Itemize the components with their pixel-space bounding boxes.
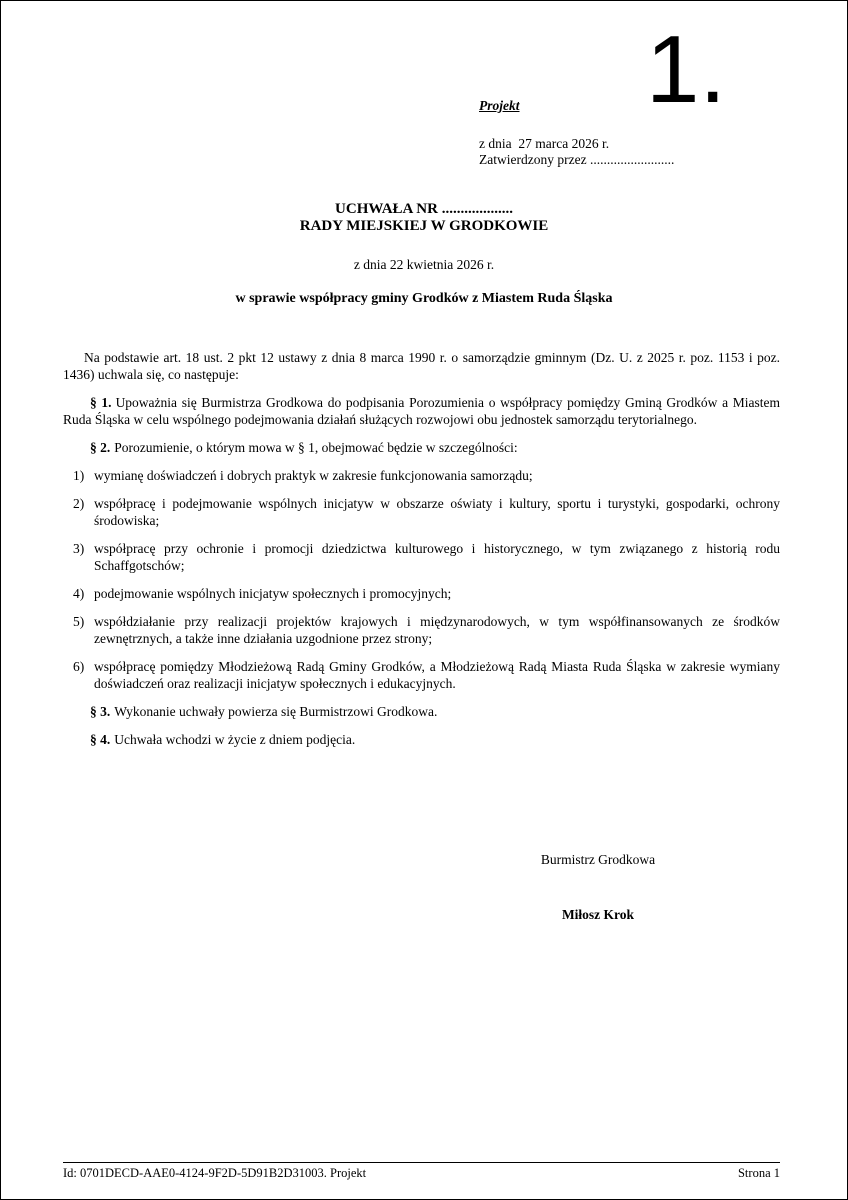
section-1 <box>63 394 780 428</box>
list-item-3-text: współpracę przy ochronie i promocji dziedzictwa kulturowego i historycznego, w tym związanego z historią rodu Schaffgotschów; <box>94 541 780 573</box>
signature-role: Burmistrz Grodkowa <box>540 852 656 867</box>
resolution-body <box>63 349 780 759</box>
page-footer <box>63 1162 780 1181</box>
footer-document-id: Id: 0701DECD-AAE0-4124-9F2D-5D91B2D31003. Projekt <box>63 1166 367 1180</box>
section-3 <box>63 703 780 720</box>
list-item-3 <box>73 540 780 574</box>
resolution-subject: w sprawie współpracy gminy Grodków z Miastem Ruda Śląska <box>235 291 613 306</box>
projekt-block <box>479 98 779 169</box>
section-2 <box>63 439 780 456</box>
list-item-1-number: 1) <box>73 468 85 483</box>
section-4-label: § 4. <box>90 732 111 747</box>
list-item-5-number: 5) <box>73 614 85 629</box>
section-3-label: § 3. <box>90 704 111 719</box>
list-item-5-text: współdziałanie przy realizacji projektów krajowych i międzynarodowych, w tym współfinansowanych ze środków zewnętrznych, a także inne działania uzgodnione przez strony; <box>94 614 780 646</box>
list-item-2-text: współpracę i podejmowanie wspólnych inicjatyw w obszarze oświaty i kultury, sportu i turystyki, gospodarki, ochrony środowiska; <box>94 496 780 528</box>
list-item-4 <box>73 585 780 602</box>
resolution-title-line1: UCHWAŁA NR ................... <box>335 201 513 217</box>
list-item-1 <box>73 467 780 484</box>
legal-basis-paragraph: Na podstawie art. 18 ust. 2 pkt 12 ustawy z dnia 8 marca 1990 r. o samorządzie gminnym (Dz. U. z 2025 r. poz. 1153 i poz. 1436) uchwala się, co następuje: <box>63 350 780 382</box>
section-2-label: § 2. <box>90 440 111 455</box>
projekt-date-line: z dnia 27 marca 2026 r. <box>479 135 610 151</box>
list-item-5 <box>73 613 780 647</box>
resolution-title-line2: RADY MIEJSKIEJ W GRODKOWIE <box>299 218 549 234</box>
list-item-4-number: 4) <box>73 586 85 601</box>
section-4 <box>63 731 780 748</box>
list-item-2-number: 2) <box>73 496 85 511</box>
section-3-text: Wykonanie uchwały powierza się Burmistrzowi Grodkowa. <box>114 704 438 719</box>
list-item-4-text: podejmowanie wspólnych inicjatyw społecznych i promocyjnych; <box>94 586 452 601</box>
footer-page-number: Strona 1 <box>737 1166 780 1180</box>
resolution-title <box>1 201 847 235</box>
list-item-2 <box>73 495 780 529</box>
list-item-1-text: wymianę doświadczeń i dobrych praktyk w zakresie funkcjonowania samorządu; <box>94 468 533 483</box>
section-1-text: Upoważnia się Burmistrza Grodkowa do podpisania Porozumienia o współpracy pomiędzy Gminą Grodków a Miastem Ruda Śląska w celu wspólnego podejmowania działań służących rozwojowi obu jednostek samorządu terytorialnego. <box>63 395 781 427</box>
list-item-6 <box>73 658 780 692</box>
list-item-6-text: współpracę pomiędzy Młodzieżową Radą Gminy Grodków, a Młodzieżową Radą Miasta Ruda Śląska w zakresie wymiany doświadczeń oraz realizacji inicjatyw społecznych i edukacyjnych. <box>94 659 780 691</box>
signature-block <box>473 851 723 923</box>
projekt-approved-line: Zatwierdzony przez ......................... <box>479 152 675 167</box>
section-2-text: Porozumienie, o którym mowa w § 1, obejmować będzie w szczególności: <box>114 440 518 455</box>
list-item-3-number: 3) <box>73 541 85 556</box>
signature-name: Miłosz Krok <box>561 907 635 922</box>
projekt-label: Projekt <box>479 98 520 113</box>
resolution-date: z dnia 22 kwietnia 2026 r. <box>353 257 495 272</box>
list-item-6-number: 6) <box>73 659 85 674</box>
section-4-text: Uchwała wchodzi w życie z dniem podjęcia. <box>114 732 356 747</box>
section-1-label: § 1. <box>90 395 112 410</box>
attachment-number: 1. <box>646 16 727 123</box>
